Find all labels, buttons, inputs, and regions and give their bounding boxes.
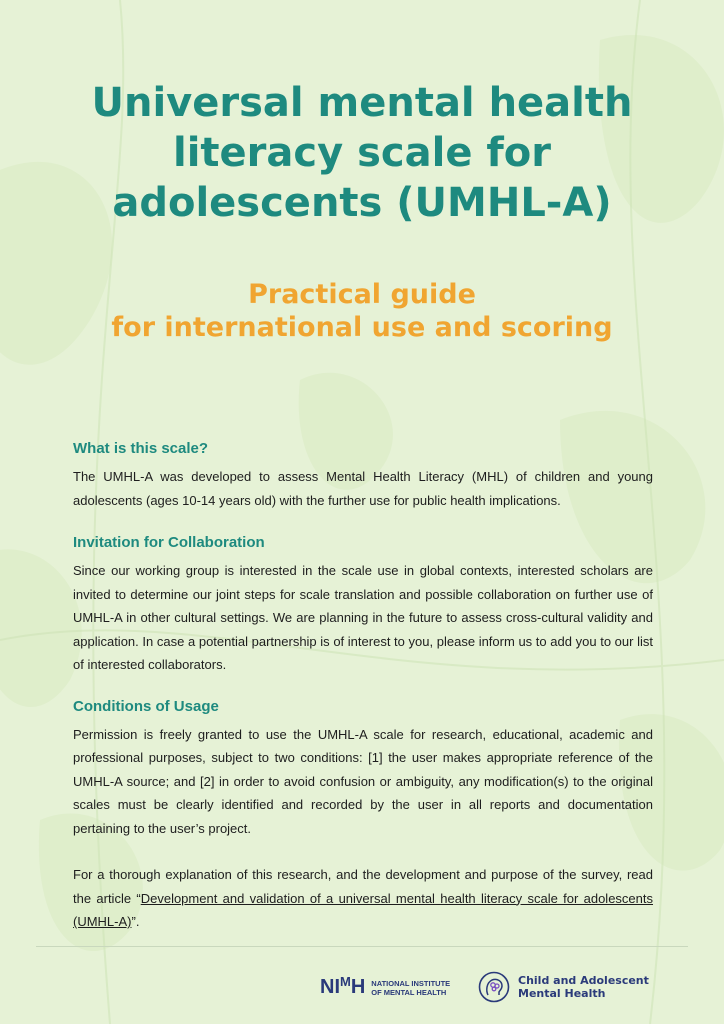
- section-conditions-of-usage: [73, 697, 653, 841]
- cam-line-1: Child and Adolescent: [518, 974, 649, 987]
- footer-divider: [36, 946, 688, 947]
- closing-suffix: ”.: [131, 914, 140, 929]
- section-body: Permission is freely granted to use the UMHL-A scale for research, educational, academic and professional purposes, subject to two conditions: [1] the user makes appropriate reference of the UMHL-A source; and [2] in order to avoid confusion or ambiguity, any modification(s) to the original scales must be clearly identified and recorded by the user in all reports and documentation pertaining to the user’s project.: [73, 726, 653, 836]
- subtitle-line-1: Practical guide: [248, 279, 476, 310]
- cam-line-2: Mental Health: [518, 987, 606, 1000]
- nimh-line-1: NATIONAL INSTITUTE: [371, 979, 451, 988]
- nimh-logo: [320, 974, 450, 1002]
- brain-head-icon: [478, 971, 510, 1003]
- nimh-mark: $NI^MH$: [320, 974, 366, 998]
- section-body: The UMHL-A was developed to assess Mental Health Literacy (MHL) of children and young adolescents (ages 10-14 years old) with the further use for public health implications.: [73, 469, 653, 508]
- subtitle-line-2: for international use and scoring: [111, 312, 613, 343]
- section-heading: Invitation for Collaboration: [73, 534, 265, 551]
- section-invitation: [73, 533, 653, 677]
- page-title: Universal mental health literacy scale for adolescents (UMHL-A): [91, 80, 633, 226]
- page-subtitle: [40, 278, 684, 344]
- nimh-line-2: OF MENTAL HEALTH: [371, 988, 447, 997]
- article-link[interactable]: Development and validation of a universal mental health literacy scale for adolescents (UMHL-A): [73, 890, 653, 929]
- nimh-name: [371, 979, 450, 997]
- section-heading: What is this scale?: [73, 440, 209, 457]
- cam-name: [518, 974, 649, 1000]
- section-body: Since our working group is interested in the scale use in global contexts, interested scholars are invited to determine our joint steps for scale translation and possible collaboration on further use of UMHL-A in other cultural settings. We are planning in the future to assess cross-cultural validity and application. In case a potential partnership is of interest to you, please inform us to add you to our list of interested collaborators.: [73, 563, 653, 672]
- content: [73, 439, 653, 934]
- section-what-is-this-scale: [73, 439, 653, 512]
- section-heading: Conditions of Usage: [73, 697, 219, 715]
- closing-paragraph: [73, 863, 653, 934]
- footer-logos: [0, 968, 724, 1008]
- cam-logo: [478, 970, 649, 1004]
- closing-prefix: For a thorough explanation of this research, and the development and purpose of the survey, read the article “: [73, 867, 653, 906]
